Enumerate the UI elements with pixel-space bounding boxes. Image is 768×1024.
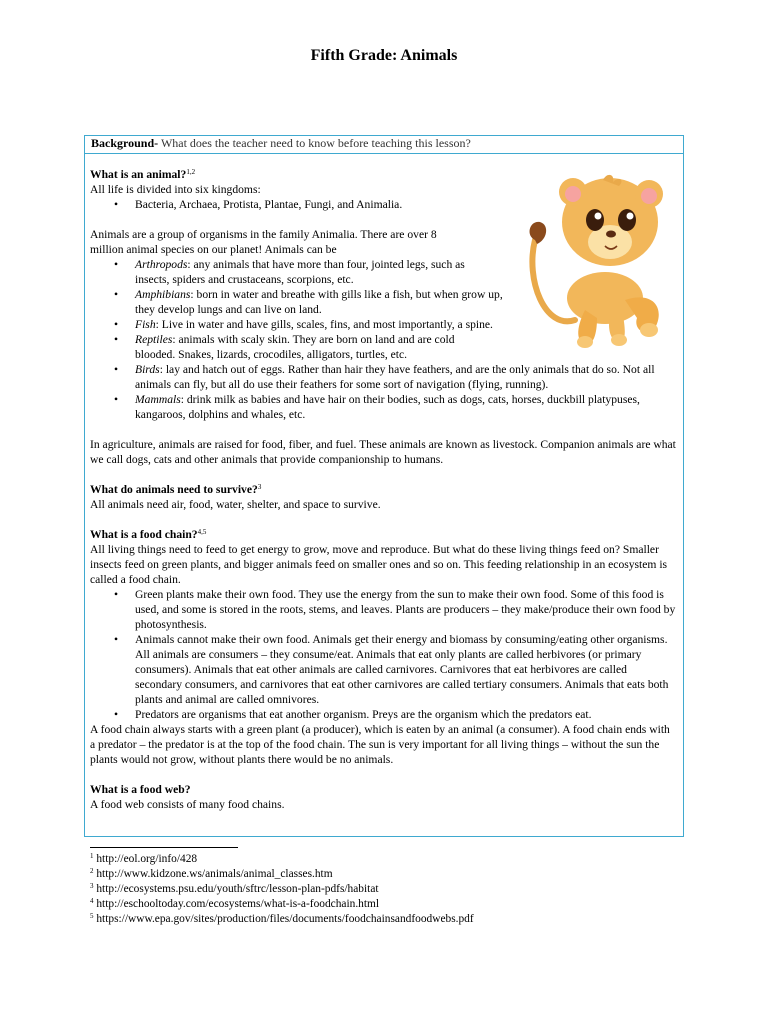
class-item: • Birds: lay and hatch out of eggs. Rather than hair they have feathers, and are the only animals that do so. Not all animals can fly, but all do use their feathers for some sort of navigation (flying, running). <box>135 362 676 392</box>
survive-ref: 3 <box>257 483 262 491</box>
animals-para-line2: million animal species on our planet! Animals can be <box>90 243 337 256</box>
animal-heading: What is an animal? <box>90 168 187 181</box>
footnote-separator <box>90 847 238 848</box>
survive-text: All animals need air, food, water, shelter, and space to survive. <box>90 498 381 511</box>
food-chain-heading: What is a food chain? <box>90 528 198 541</box>
agriculture-para: In agriculture, animals are raised for food, fiber, and fuel. These animals are known as livestock. Companion animals are what we call dogs, cats and other animals that provide companionship to humans. <box>90 438 676 466</box>
food-web-text: A food web consists of many food chains. <box>90 798 285 811</box>
box-prompt: What does the teacher need to know before teaching this lesson? <box>160 136 471 150</box>
footnote-item: $^1$ http://eol.org/info/428 <box>90 852 198 865</box>
class-item: • Amphibians: born in water and breathe with gills like a fish, but when grow up, they develop lungs and can live on land. <box>135 287 517 317</box>
box-header <box>85 136 683 154</box>
class-item: • Fish: Live in water and have gills, scales, fins, and most importantly, a spine. <box>135 317 495 332</box>
lion-cub-illustration <box>515 170 675 350</box>
class-item: • Reptiles: animals with scaly skin. They are born on land and are cold blooded. Snakes, lizards, crocodiles, alligators, turtles, etc. <box>135 332 487 362</box>
food-chain-intro: All living things need to feed to get energy to grow, move and reproduce. But what do these living things feed on? Smaller insects feed on green plants, and bigger animals feed on smaller ones and so on. This feeding relationship in an ecosystem is called a food chain. <box>90 543 668 586</box>
animals-para-line1: Animals are a group of organisms in the family Animalia. There are over 8 <box>90 228 437 241</box>
kingdoms-item: • Bacteria, Archaea, Protista, Plantae, Fungi, and Animalia. <box>135 197 676 212</box>
page-title: Fifth Grade: Animals <box>310 47 458 64</box>
food-chain-item: • Predators are organisms that eat another organism. Preys are the organism which the predators eat. <box>135 707 676 722</box>
animal-ref: 1,2 <box>186 168 196 176</box>
food-chain-outro: A food chain always starts with a green plant (a producer), which is eaten by an animal (a consumer). A food chain ends with a predator – the predator is at the top of the food chain. The sun is very important for all living things – without the sun the plants would not grow, without plants there would be no animals. <box>90 723 670 766</box>
survive-heading: What do animals need to survive? <box>90 483 258 496</box>
footnote-item: $^2$ http://www.kidzone.ws/animals/animal_classes.htm <box>90 867 333 880</box>
food-web-heading: What is a food web? <box>90 783 191 796</box>
box-label: Background- <box>91 136 159 150</box>
class-item: • Mammals: drink milk as babies and have hair on their bodies, such as dogs, cats, horses, duckbill platypuses, kangaroos, dolphins and whales, etc. <box>135 392 676 422</box>
class-item: • Arthropods: any animals that have more than four, jointed legs, such as insects, spiders and crustaceans, scorpions, etc. <box>135 257 495 287</box>
footnote-item: $^4$ http://eschooltoday.com/ecosystems/what-is-a-foodchain.html <box>90 897 380 910</box>
footnotes <box>90 852 474 927</box>
food-chain-item: • Animals cannot make their own food. Animals get their energy and biomass by consuming/eating other organisms. All animals are consumers – they consume/eat. Animals that eat only plants are called herbivores (or primary consumers). Animals that eat other animals are called carnivores. Carnivores that eat herbivores are called secondary consumers, and carnivores that eat other carnivores are called tertiary consumers. Animals that eats both plants and animal are called omnivores. <box>135 632 676 707</box>
food-chain-list <box>90 587 676 722</box>
footnote-item: $^5$ https://www.epa.gov/sites/production/files/documents/foodchainsandfoodwebs.pdf <box>90 912 474 925</box>
footnote-item: $^3$ http://ecosystems.psu.edu/youth/sftrc/lesson-plan-pdfs/habitat <box>90 882 379 895</box>
food-chain-ref: 4,5 <box>197 528 207 536</box>
kingdoms-intro: All life is divided into six kingdoms: <box>90 183 261 196</box>
food-chain-item: • Green plants make their own food. They use the energy from the sun to make their own food. Some of this food is used, and some is stored in the roots, stems, and leaves. Plants are producers – they make/produce their own food by photosynthesis. <box>135 587 676 632</box>
